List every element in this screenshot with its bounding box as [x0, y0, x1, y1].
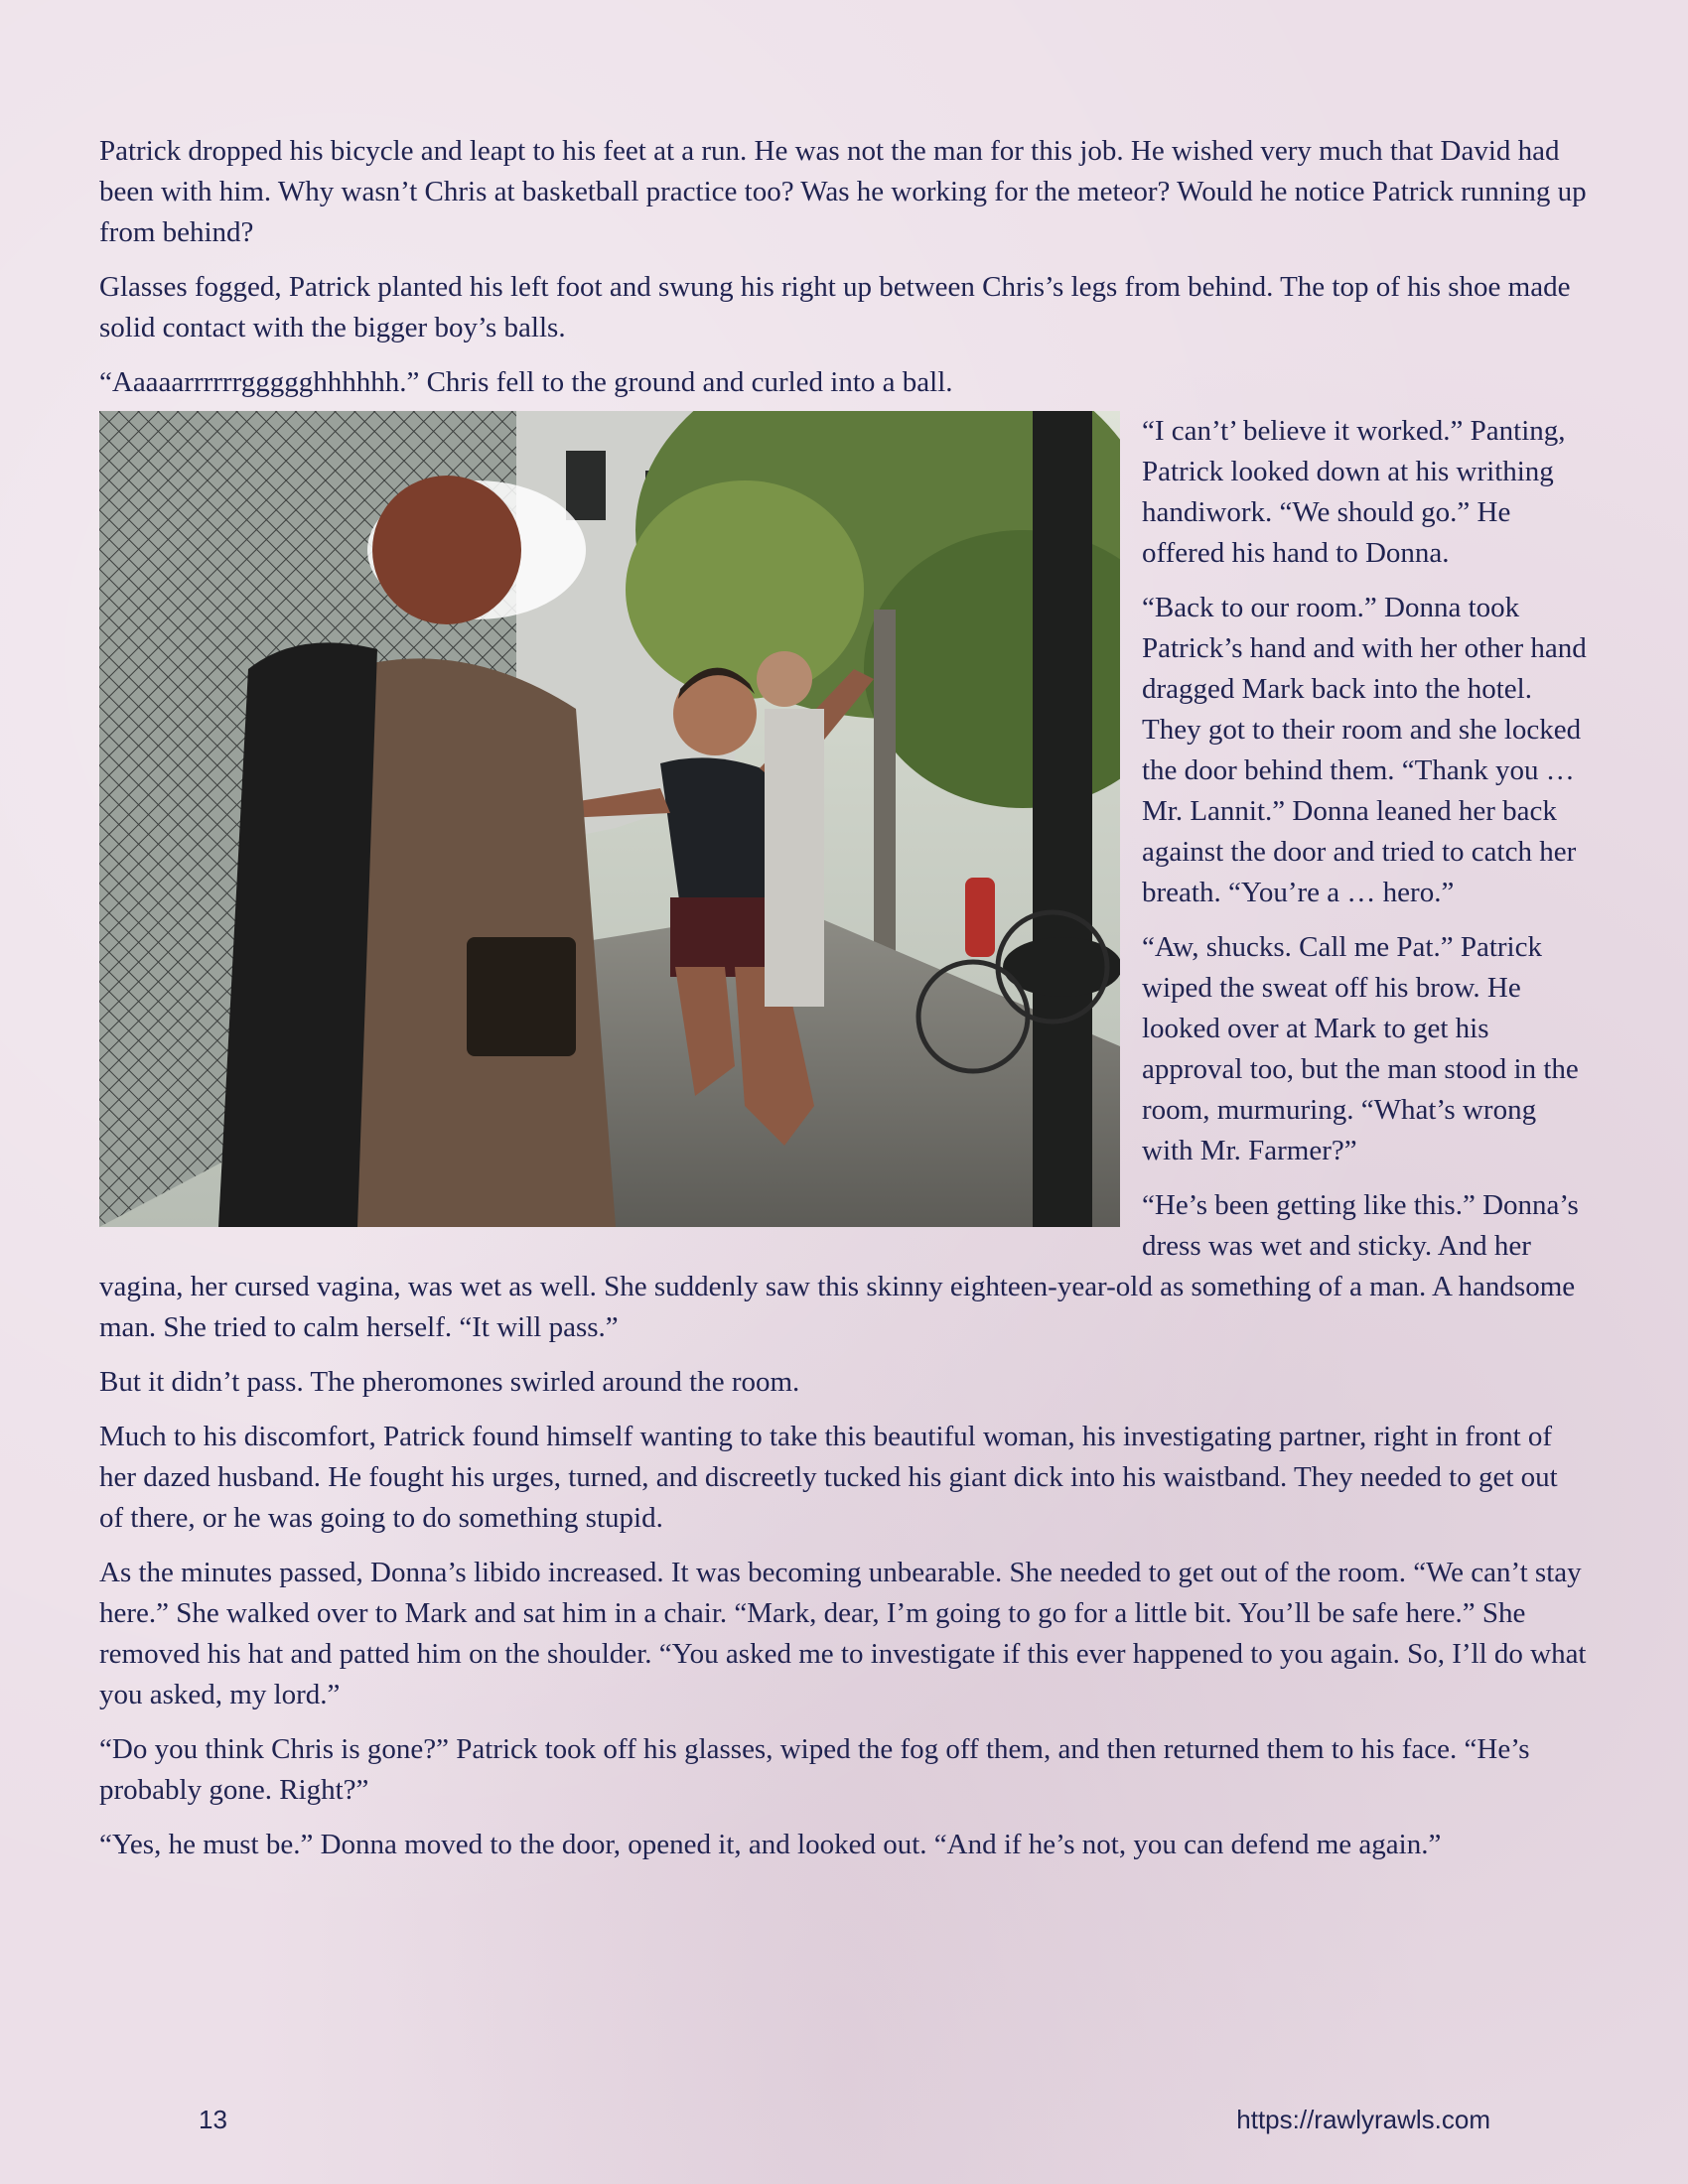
footer-link[interactable]: https://rawlyrawls.com [1236, 2105, 1490, 2134]
paragraph: “Back to our room.” Donna took Patrick’s hand and with her other hand dragged Mark back into the hotel. They got to their room and she locked the door behind them. “Thank you … Mr. Lannit.” Donna leaned her back against the door and tried to catch her breath. “You’re a … hero.” [1142, 592, 1587, 908]
paragraph: Glasses fogged, Patrick planted his left foot and swung his right up between Chris’s legs from behind. The top of his shoe made solid contact with the bigger boy’s balls. [99, 271, 1571, 343]
paragraph: “Do you think Chris is gone?” Patrick took off his glasses, wiped the fog off them, and then returned them to his face. “He’s probably gone. Right?” [99, 1733, 1530, 1806]
story-illustration [99, 411, 1120, 1227]
paragraph: “Aaaaarrrrrrggggghhhhhh.” Chris fell to the ground and curled into a ball. [99, 366, 953, 398]
paragraph: Patrick dropped his bicycle and leapt to his feet at a run. He was not the man for this job. He wished very much that David had been with him. Why wasn’t Chris at basketball practice too? Was he working for the meteor? Would he notice Patrick running up from behind? [99, 135, 1587, 248]
paragraph: As the minutes passed, Donna’s libido increased. It was becoming unbearable. She needed to get out of the room. “We can’t stay here.” She walked over to Mark and sat him in a chair. “Mark, dear, I’m going to go for a little bit. You’ll be safe here.” She removed his hat and patted him on the shoulder. “You asked me to investigate if this ever happened to you again. So, I’ll do what you asked, my lord.” [99, 1557, 1587, 1710]
paragraph: Much to his discomfort, Patrick found himself wanting to take this beautiful woman, his investigating partner, right in front of her dazed husband. He fought his urges, turned, and discreetly tucked his giant dick into his waistband. They needed to get out of there, or he was going to do something stupid. [99, 1421, 1558, 1534]
page-number: 13 [199, 2105, 227, 2134]
street-scene-image [99, 411, 1120, 1227]
paragraph: But it didn’t pass. The pheromones swirled around the room. [99, 1366, 800, 1398]
paragraph: “He’s been getting like this.” Donna’s dress was wet and sticky. And her vagina, her cursed vagina, was wet as well. She suddenly saw this skinny eighteen-year-old as something of a man. A handsome man. She tried to calm herself. “It will pass.” [99, 1189, 1579, 1343]
paragraph: “I can’t’ believe it worked.” Panting, Patrick looked down at his writhing handiwork. “We should go.” He offered his hand to Donna. [1142, 415, 1566, 569]
paragraph: “Aw, shucks. Call me Pat.” Patrick wiped the sweat off his brow. He looked over at Mark to get his approval too, but the man stood in the room, murmuring. “What’s wrong with Mr. Farmer?” [1142, 931, 1579, 1166]
page-body [99, 131, 1589, 1879]
paragraph: “Yes, he must be.” Donna moved to the door, opened it, and looked out. “And if he’s not, you can defend me again.” [99, 1829, 1442, 1860]
